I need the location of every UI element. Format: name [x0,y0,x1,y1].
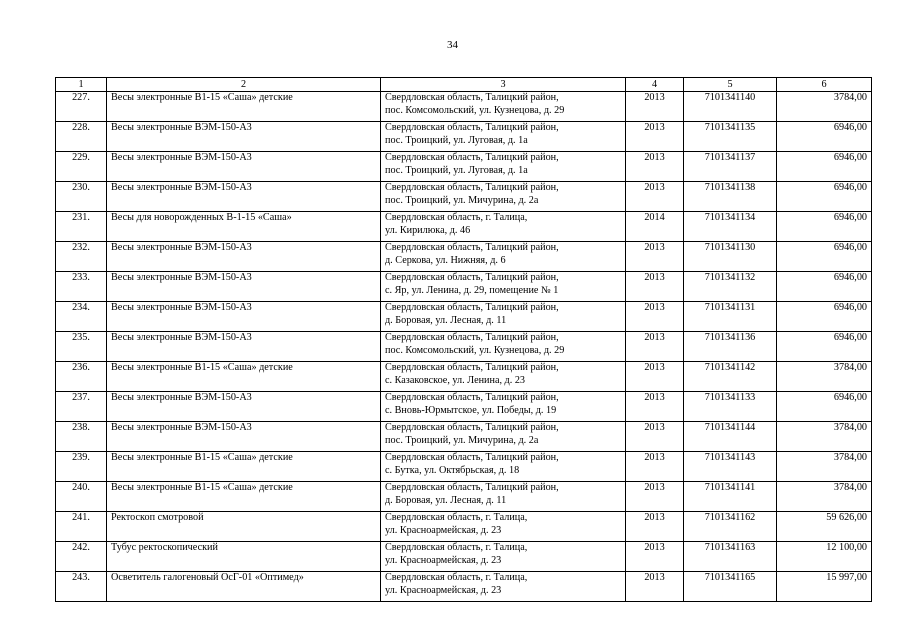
year-cell: 2013 [626,152,684,182]
cost-cell: 12 100,00 [777,542,872,572]
cost-cell: 3784,00 [777,452,872,482]
address-line-2: с. Вновь-Юрмытское, ул. Победы, д. 19 [385,404,557,416]
inventory-number-cell: 7101341141 [684,482,777,512]
address-cell [381,512,626,542]
cost-cell: 59 626,00 [777,512,872,542]
address-line-2: пос. Комсомольский, ул. Кузнецова, д. 29 [385,344,565,356]
row-number-cell: 235. [56,332,107,362]
table-row [56,482,872,512]
year-cell: 2013 [626,302,684,332]
table-row [56,452,872,482]
address-line-2: ул. Красноармейская, д. 23 [385,554,502,566]
inventory-number-cell: 7101341131 [684,302,777,332]
cost-cell: 6946,00 [777,122,872,152]
item-name-cell: Весы электронные В1-15 «Саша» детские [107,452,381,482]
address-line-2: с. Яр, ул. Ленина, д. 29, помещение № 1 [385,284,559,296]
year-cell: 2013 [626,512,684,542]
address-cell [381,182,626,212]
row-number-cell: 233. [56,272,107,302]
address-line-1: Свердловская область, Талицкий район, [385,452,559,463]
year-cell: 2013 [626,182,684,212]
inventory-number-cell: 7101341163 [684,542,777,572]
inventory-number-cell: 7101341143 [684,452,777,482]
cost-cell: 3784,00 [777,362,872,392]
column-header-cost: 6 [777,78,872,92]
year-cell: 2013 [626,122,684,152]
inventory-number-cell: 7101341132 [684,272,777,302]
cost-cell: 6946,00 [777,272,872,302]
column-header-inventory-number: 5 [684,78,777,92]
cost-cell: 6946,00 [777,182,872,212]
cost-cell: 6946,00 [777,392,872,422]
address-line-2: пос. Троицкий, ул. Луговая, д. 1а [385,164,528,176]
item-name-cell: Весы электронные ВЭМ-150-А3 [107,272,381,302]
address-line-1: Свердловская область, г. Талица, [385,212,528,223]
table-row [56,512,872,542]
cost-cell: 6946,00 [777,242,872,272]
item-name-cell: Ректоскоп смотровой [107,512,381,542]
row-number-cell: 241. [56,512,107,542]
year-cell: 2013 [626,482,684,512]
row-number-cell: 231. [56,212,107,242]
address-line-2: д. Боровая, ул. Лесная, д. 11 [385,314,507,326]
table-row [56,92,872,122]
cost-cell: 6946,00 [777,302,872,332]
row-number-cell: 236. [56,362,107,392]
table-row [56,422,872,452]
table-row [56,182,872,212]
inventory-number-cell: 7101341137 [684,152,777,182]
item-name-cell: Весы электронные ВЭМ-150-А3 [107,422,381,452]
row-number-cell: 242. [56,542,107,572]
address-cell [381,422,626,452]
inventory-number-cell: 7101341136 [684,332,777,362]
address-cell [381,272,626,302]
item-name-cell: Весы электронные ВЭМ-150-А3 [107,302,381,332]
inventory-number-cell: 7101341135 [684,122,777,152]
table-row [56,242,872,272]
item-name-cell: Весы электронные ВЭМ-150-А3 [107,182,381,212]
cost-cell: 6946,00 [777,332,872,362]
address-line-2: пос. Троицкий, ул. Луговая, д. 1а [385,134,528,146]
year-cell: 2013 [626,332,684,362]
address-cell [381,572,626,602]
table-row [56,122,872,152]
year-cell: 2013 [626,452,684,482]
address-line-2: с. Казаковское, ул. Ленина, д. 23 [385,374,526,386]
address-line-1: Свердловская область, Талицкий район, [385,242,559,253]
inventory-number-cell: 7101341138 [684,182,777,212]
cost-cell: 15 997,00 [777,572,872,602]
item-name-cell: Весы электронные ВЭМ-150-А3 [107,392,381,422]
inventory-number-cell: 7101341130 [684,242,777,272]
cost-cell: 3784,00 [777,482,872,512]
address-line-2: д. Боровая, ул. Лесная, д. 11 [385,494,507,506]
item-name-cell: Весы электронные ВЭМ-150-А3 [107,242,381,272]
address-line-1: Свердловская область, Талицкий район, [385,92,559,103]
address-cell [381,242,626,272]
table-row [56,152,872,182]
item-name-cell: Весы электронные ВЭМ-150-А3 [107,152,381,182]
address-line-2: пос. Троицкий, ул. Мичурина, д. 2а [385,194,539,206]
address-line-1: Свердловская область, Талицкий район, [385,182,559,193]
item-name-cell: Осветитель галогеновый ОсГ-01 «Оптимед» [107,572,381,602]
year-cell: 2013 [626,92,684,122]
row-number-cell: 228. [56,122,107,152]
address-cell [381,452,626,482]
inventory-number-cell: 7101341165 [684,572,777,602]
row-number-cell: 239. [56,452,107,482]
row-number-cell: 227. [56,92,107,122]
property-registry-table [55,77,872,602]
address-line-2: пос. Комсомольский, ул. Кузнецова, д. 29 [385,104,565,116]
address-cell [381,122,626,152]
year-cell: 2013 [626,542,684,572]
address-line-1: Свердловская область, Талицкий район, [385,332,559,343]
cost-cell: 3784,00 [777,422,872,452]
address-line-1: Свердловская область, Талицкий район, [385,362,559,373]
address-cell [381,92,626,122]
inventory-number-cell: 7101341134 [684,212,777,242]
address-line-1: Свердловская область, Талицкий район, [385,482,559,493]
inventory-number-cell: 7101341144 [684,422,777,452]
row-number-cell: 230. [56,182,107,212]
address-line-1: Свердловская область, Талицкий район, [385,422,559,433]
address-line-2: ул. Красноармейская, д. 23 [385,524,502,536]
item-name-cell: Весы электронные В1-15 «Саша» детские [107,92,381,122]
row-number-cell: 229. [56,152,107,182]
column-header-year: 4 [626,78,684,92]
address-cell [381,362,626,392]
address-line-1: Свердловская область, г. Талица, [385,572,528,583]
table-header-row [56,78,872,92]
address-line-2: пос. Троицкий, ул. Мичурина, д. 2а [385,434,539,446]
table-row [56,212,872,242]
row-number-cell: 232. [56,242,107,272]
table-row [56,362,872,392]
address-cell [381,482,626,512]
year-cell: 2013 [626,362,684,392]
address-cell [381,152,626,182]
year-cell: 2013 [626,242,684,272]
year-cell: 2013 [626,392,684,422]
address-line-1: Свердловская область, г. Талица, [385,512,528,523]
page-number: 34 [447,39,458,51]
item-name-cell: Весы электронные ВЭМ-150-А3 [107,332,381,362]
inventory-number-cell: 7101341162 [684,512,777,542]
address-line-2: с. Бутка, ул. Октябрьская, д. 18 [385,464,520,476]
table-row [56,572,872,602]
table-row [56,302,872,332]
inventory-number-cell: 7101341133 [684,392,777,422]
item-name-cell: Весы электронные В1-15 «Саша» детские [107,362,381,392]
cost-cell: 6946,00 [777,152,872,182]
column-header-address: 3 [381,78,626,92]
address-cell [381,542,626,572]
address-cell [381,302,626,332]
row-number-cell: 238. [56,422,107,452]
address-cell [381,212,626,242]
year-cell: 2013 [626,572,684,602]
inventory-number-cell: 7101341140 [684,92,777,122]
year-cell: 2014 [626,212,684,242]
year-cell: 2013 [626,272,684,302]
address-line-2: д. Серкова, ул. Нижняя, д. 6 [385,254,506,266]
address-line-1: Свердловская область, Талицкий район, [385,302,559,313]
item-name-cell: Весы электронные В1-15 «Саша» детские [107,482,381,512]
year-cell: 2013 [626,422,684,452]
address-line-1: Свердловская область, Талицкий район, [385,272,559,283]
address-cell [381,392,626,422]
cost-cell: 3784,00 [777,92,872,122]
address-line-1: Свердловская область, г. Талица, [385,542,528,553]
item-name-cell: Весы электронные ВЭМ-150-А3 [107,122,381,152]
row-number-cell: 243. [56,572,107,602]
address-line-1: Свердловская область, Талицкий район, [385,152,559,163]
table-row [56,392,872,422]
column-header-number: 1 [56,78,107,92]
address-line-2: ул. Красноармейская, д. 23 [385,584,502,596]
table-row [56,332,872,362]
table-row [56,542,872,572]
column-header-name: 2 [107,78,381,92]
address-cell [381,332,626,362]
table-row [56,272,872,302]
address-line-1: Свердловская область, Талицкий район, [385,122,559,133]
row-number-cell: 240. [56,482,107,512]
item-name-cell: Весы для новорожденных В-1-15 «Саша» [107,212,381,242]
inventory-number-cell: 7101341142 [684,362,777,392]
address-line-2: ул. Кирилюка, д. 46 [385,224,471,236]
row-number-cell: 234. [56,302,107,332]
item-name-cell: Тубус ректоскопический [107,542,381,572]
cost-cell: 6946,00 [777,212,872,242]
address-line-1: Свердловская область, Талицкий район, [385,392,559,403]
row-number-cell: 237. [56,392,107,422]
